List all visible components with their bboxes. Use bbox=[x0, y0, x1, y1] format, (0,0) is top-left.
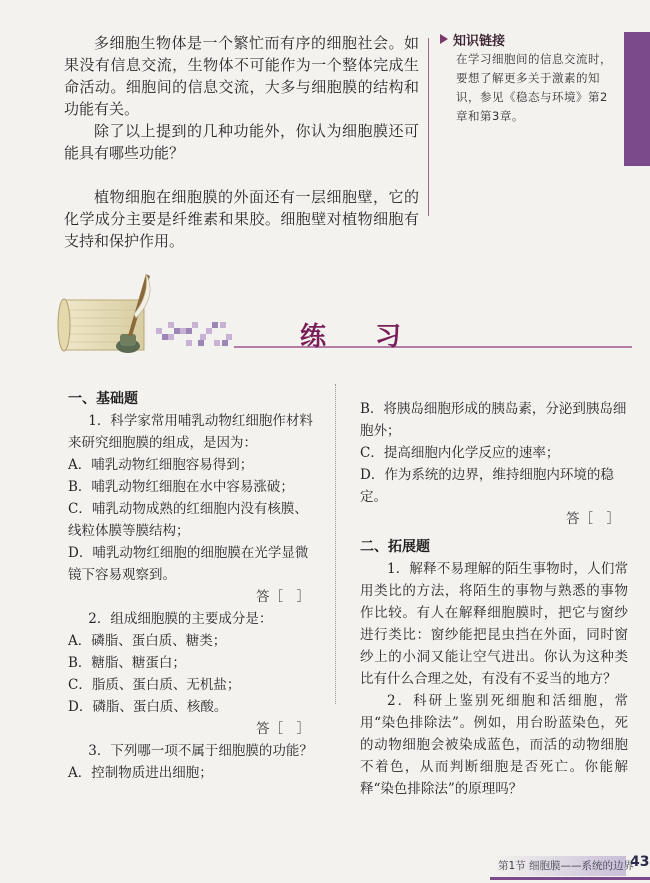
q2-stem: 2．组成细胞膜的主要成分是： bbox=[88, 611, 273, 627]
sidebar-title: 知识链接 bbox=[440, 30, 505, 49]
q2-option-d: D．磷脂、蛋白质、核酸。 bbox=[68, 699, 228, 715]
q3-option-d: D．作为系统的边界，维持细胞内环境的稳定。 bbox=[360, 467, 614, 505]
footer-line bbox=[490, 877, 650, 880]
q2-option-c: C．脂质、蛋白质、无机盐； bbox=[68, 677, 241, 693]
q1-answer-blank: 答［ ］ bbox=[256, 589, 310, 605]
column-divider bbox=[335, 384, 336, 704]
q2-option-a: A．磷脂、蛋白质、糖类； bbox=[68, 633, 227, 649]
q2-option-b: B．糖脂、糖蛋白； bbox=[68, 655, 186, 671]
q1-option-c: C．哺乳动物成熟的红细胞内没有核膜、线粒体膜等膜结构； bbox=[68, 501, 308, 539]
q3-option-c: C．提高细胞内化学反应的速率； bbox=[360, 445, 560, 461]
q1-stem: 1．科学家常用哺乳动物红细胞作材料来研究细胞膜的组成，是因为： bbox=[68, 413, 313, 451]
extend-question-1: 1．解释不易理解的陌生事物时，人们常用类比的方法，将陌生的事物与熟悉的事物作比较。有人在解释细胞膜时，把它与窗纱进行类比：窗纱能把昆虫挡在外面，同时窗纱上的小洞又能让空气进出。你认为这种类比有什么合理之处，有没有不妥当的地方？ bbox=[360, 561, 628, 687]
banner-rule bbox=[234, 346, 632, 348]
sidebar-color-tab bbox=[624, 32, 650, 166]
basic-heading: 一、基础题 bbox=[68, 391, 138, 407]
q1-option-d: D．哺乳动物红细胞的细胞膜在光学显微镜下容易观察到。 bbox=[68, 545, 309, 583]
intro-paragraph-2: 除了以上提到的几种功能外，你认为细胞膜还可能具有哪些功能？ bbox=[64, 122, 419, 162]
intro-paragraph-1: 多细胞生物体是一个繁忙而有序的细胞社会。如果没有信息交流，生物体不可能作为一个整体完成生命活动。细胞间的信息交流，大多与细胞膜的结构和功能有关。 bbox=[64, 34, 419, 118]
extend-heading: 二、拓展题 bbox=[360, 539, 430, 555]
q1-option-a: A．哺乳动物红细胞容易得到； bbox=[68, 457, 254, 473]
right-column bbox=[360, 398, 628, 800]
page-number: 43 bbox=[630, 854, 650, 870]
q3-answer-blank: 答［ ］ bbox=[566, 511, 620, 527]
intro-text bbox=[64, 32, 419, 252]
q3-stem: 3．下列哪一项不属于细胞膜的功能？ bbox=[88, 743, 313, 759]
sidebar-text: 在学习细胞间的信息交流时，要想了解更多关于激素的知识，参见《稳态与环境》第2章和第3章。 bbox=[456, 52, 612, 123]
q2-answer-blank: 答［ ］ bbox=[256, 721, 310, 737]
checker-pattern-decoration bbox=[156, 320, 236, 348]
sidebar-divider bbox=[428, 38, 429, 216]
q3-option-a: A．控制物质进出细胞； bbox=[68, 765, 213, 781]
extend-question-2: 2．科研上鉴别死细胞和活细胞，常用“染色排除法”。例如，用台盼蓝染色，死的动物细胞会被染成蓝色，而活的动物细胞不着色，从而判断细胞是否死亡。你能解释“染色排除法”的原理吗？ bbox=[360, 693, 628, 797]
scroll-quill-illustration-icon bbox=[50, 270, 160, 360]
exercise-title: 练 习 bbox=[300, 322, 422, 352]
q1-option-b: B．哺乳动物红细胞在水中容易涨破； bbox=[68, 479, 294, 495]
footer-section-title: 第1节 细胞膜——系统的边界 bbox=[498, 860, 635, 872]
q3-option-b: B．将胰岛细胞形成的胰岛素，分泌到胰岛细胞外； bbox=[360, 401, 627, 439]
basic-questions-column bbox=[68, 388, 318, 784]
triangle-bullet-icon bbox=[440, 34, 448, 44]
intro-paragraph-3: 植物细胞在细胞膜的外面还有一层细胞壁，它的化学成分主要是纤维素和果胶。细胞壁对植物细胞有支持和保护作用。 bbox=[64, 188, 419, 250]
